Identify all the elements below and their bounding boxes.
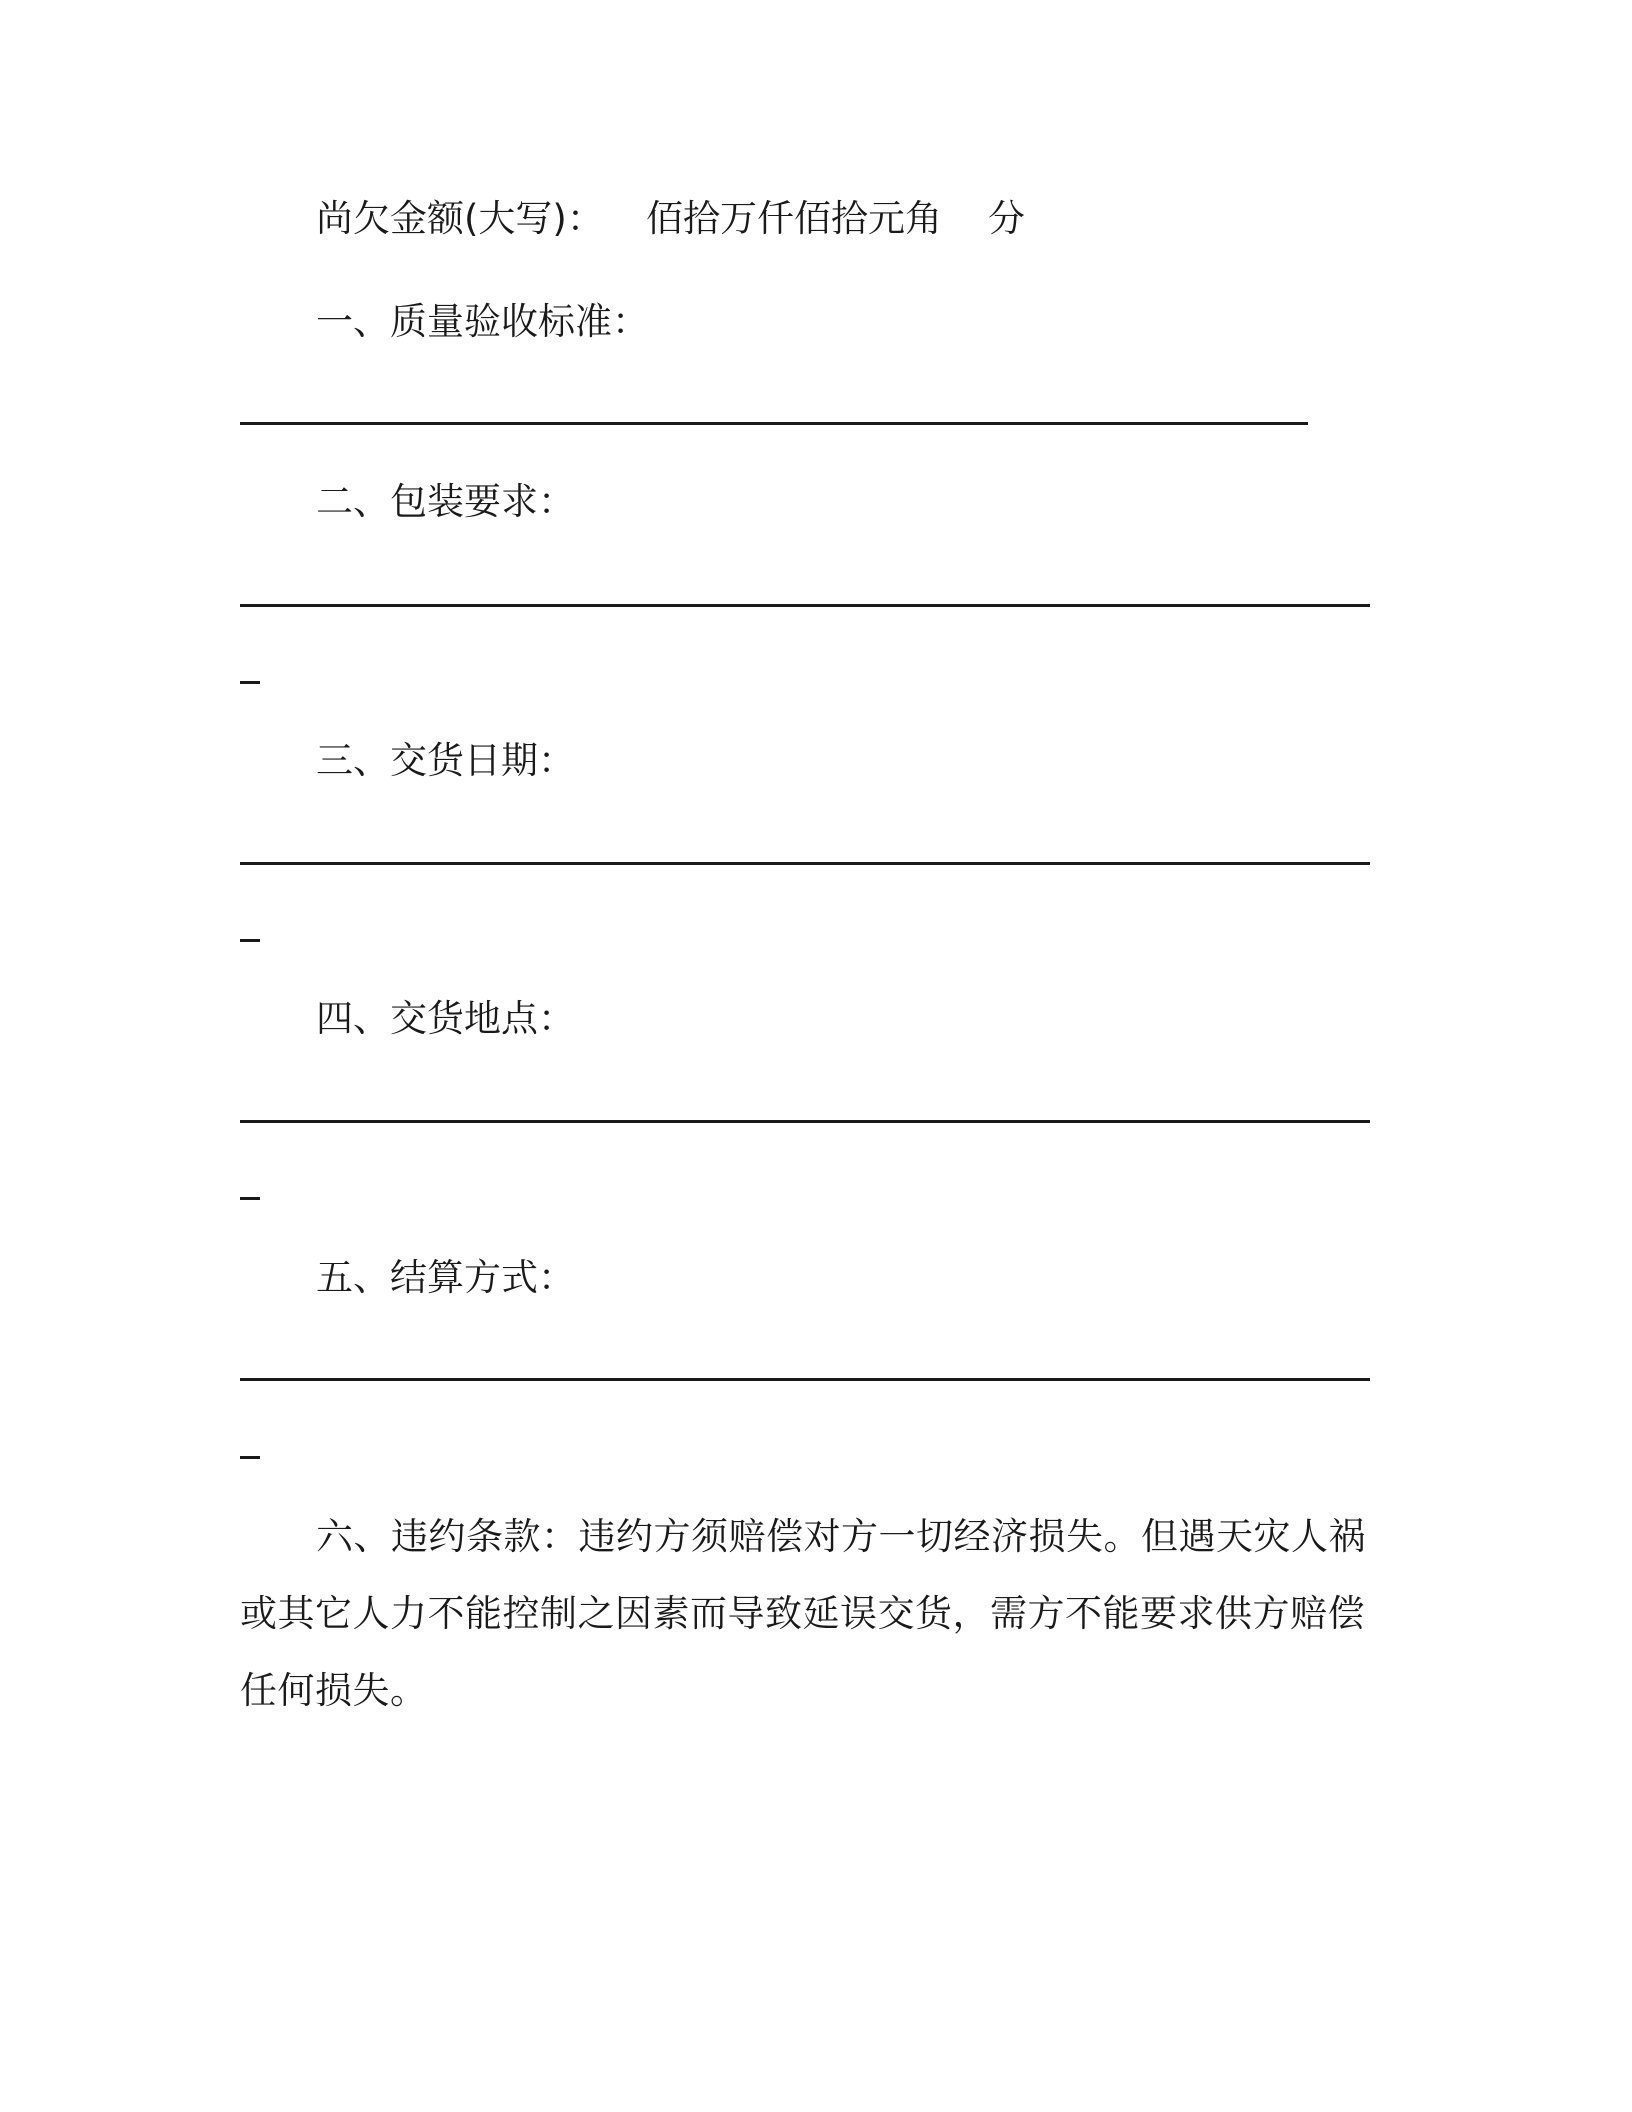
fill-in-line-packaging-continued <box>240 681 260 684</box>
amount-fen-text: 分 <box>988 197 1025 240</box>
amount-owed-label: 尚欠金额(大写)： <box>316 197 604 240</box>
fill-in-line-delivery-location <box>240 1120 1370 1123</box>
section-packaging-heading: 二、包装要求： <box>316 480 575 523</box>
fill-in-line-packaging <box>240 604 1370 607</box>
fill-in-line-settlement <box>240 1378 1370 1381</box>
fill-in-line-delivery-date-continued <box>240 939 260 942</box>
fill-in-line-quality <box>240 422 1308 425</box>
section-delivery-date-heading: 三、交货日期： <box>316 739 575 782</box>
breach-clause-paragraph: 六、违约条款：违约方须赔偿对方一切经济损失。但遇天灾人祸或其它人力不能控制之因素而导致延误交货，需方不能要求供方赔偿任何损失。 <box>240 1515 1366 1712</box>
amount-units-text: 佰拾万仟佰拾元角 <box>646 197 942 240</box>
fill-in-line-settlement-continued <box>240 1456 260 1459</box>
fill-in-line-delivery-date <box>240 862 1370 865</box>
section-quality-heading: 一、质量验收标准： <box>316 300 649 343</box>
fill-in-line-delivery-location-continued <box>240 1197 260 1200</box>
section-settlement-heading: 五、结算方式： <box>316 1256 575 1299</box>
section-delivery-location-heading: 四、交货地点： <box>316 997 575 1040</box>
